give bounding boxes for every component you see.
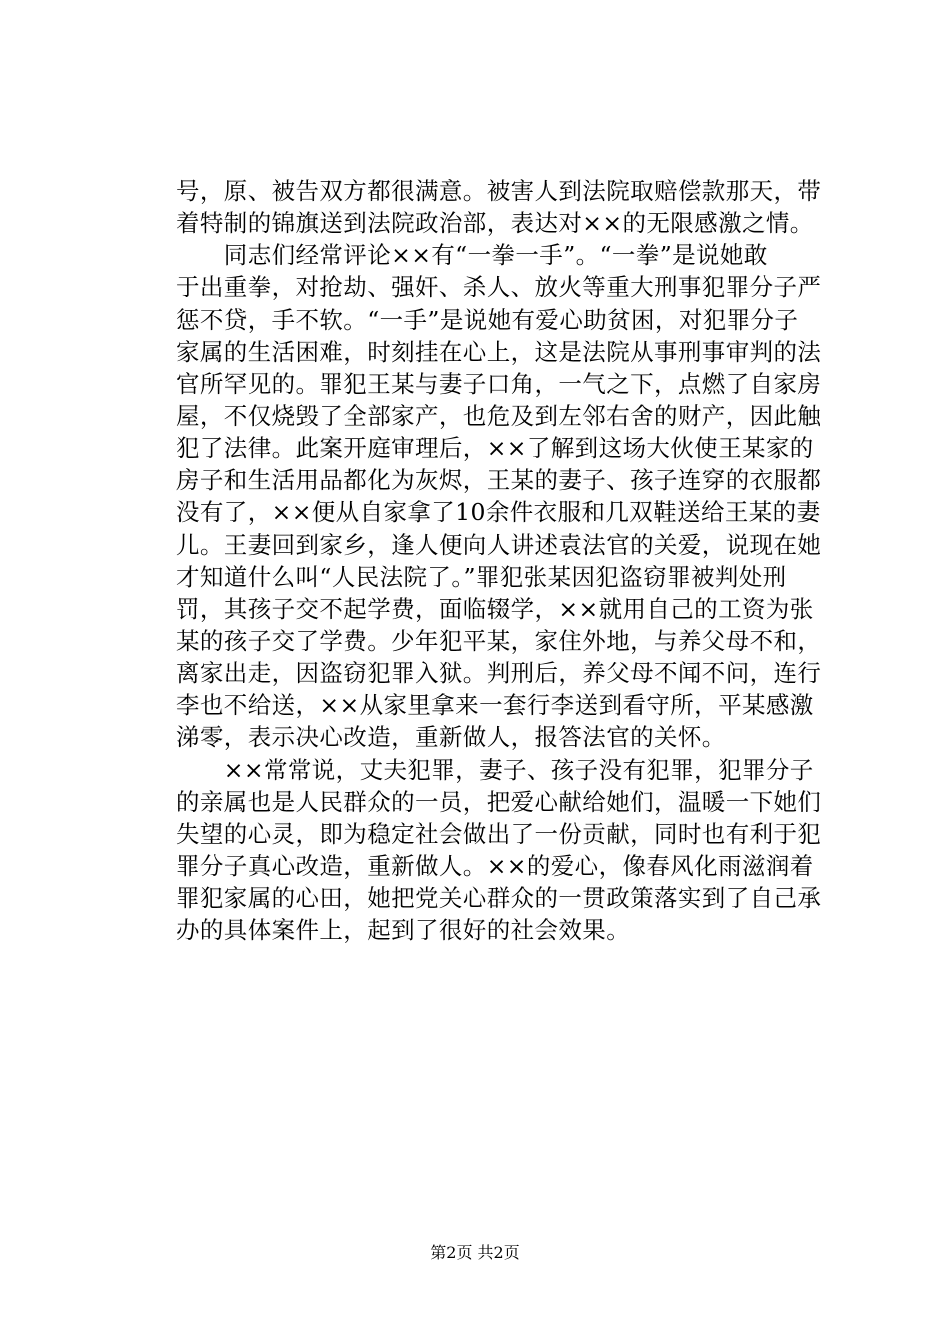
text-line: ××常常说，丈夫犯罪，妻子、孩子没有犯罪，犯罪分子 <box>176 755 814 784</box>
text-line: 屋，不仅烧毁了全部家产，也危及到左邻右舍的财产，因此触 <box>176 401 822 430</box>
text-line: 的亲属也是人民群众的一员，把爱心献给她们，温暖一下她们 <box>176 787 822 816</box>
text-line: 儿。王妻回到家乡，逢人便向人讲述袁法官的关爱，说现在她 <box>176 530 822 559</box>
text-line: 没有了，××便从自家拿了10余件衣服和几双鞋送给王某的妻 <box>176 498 821 527</box>
text-line: 着特制的锦旗送到法院政治部，表达对××的无限感激之情。 <box>176 209 814 238</box>
text-line: 惩不贷，手不软。“一手”是说她有爱心助贫困，对犯罪分子 <box>176 305 799 334</box>
text-line: 李也不给送，××从家里拿来一套行李送到看守所，平某感激 <box>176 691 814 720</box>
text-line: 罪犯家属的心田，她把党关心群众的一贯政策落实到了自己承 <box>176 884 822 913</box>
document-body <box>176 175 822 946</box>
text-line: 同志们经常评论××有“一拳一手”。“一拳”是说她敢 <box>176 241 768 270</box>
text-line: 于出重拳，对抢劫、强奸、杀人、放火等重大刑事犯罪分子严 <box>176 273 822 302</box>
text-line: 某的孩子交了学费。少年犯平某，家住外地，与养父母不和， <box>176 626 822 655</box>
text-line: 犯了法律。此案开庭审理后，××了解到这场大伙使王某家的 <box>176 434 814 463</box>
text-line: 涕零，表示决心改造，重新做人，报答法官的关怀。 <box>176 723 726 752</box>
text-line: 离家出走，因盗窃犯罪入狱。判刑后，养父母不闻不问，连行 <box>176 659 822 688</box>
text-line: 罚，其孩子交不起学费，面临辍学，××就用自己的工资为张 <box>176 594 814 623</box>
text-line: 号，原、被告双方都很满意。被害人到法院取赔偿款那天，带 <box>176 177 822 205</box>
text-line: 家属的生活困难，时刻挂在心上，这是法院从事刑事审判的法 <box>176 337 822 366</box>
text-line: 失望的心灵，即为稳定社会做出了一份贡献，同时也有利于犯 <box>176 819 822 848</box>
text-line: 才知道什么叫“人民法院了。”罪犯张某因犯盗窃罪被判处刑 <box>176 562 787 591</box>
text-line: 罪分子真心改造，重新做人。××的爱心，像春风化雨滋润着 <box>176 851 814 880</box>
text-line: 房子和生活用品都化为灰烬，王某的妻子、孩子连穿的衣服都 <box>176 466 822 495</box>
page-number-footer: 第2页 共2页 <box>430 1243 520 1262</box>
text-line: 官所罕见的。罪犯王某与妻子口角，一气之下，点燃了自家房 <box>176 369 822 398</box>
text-line: 办的具体案件上，起到了很好的社会效果。 <box>176 916 631 945</box>
